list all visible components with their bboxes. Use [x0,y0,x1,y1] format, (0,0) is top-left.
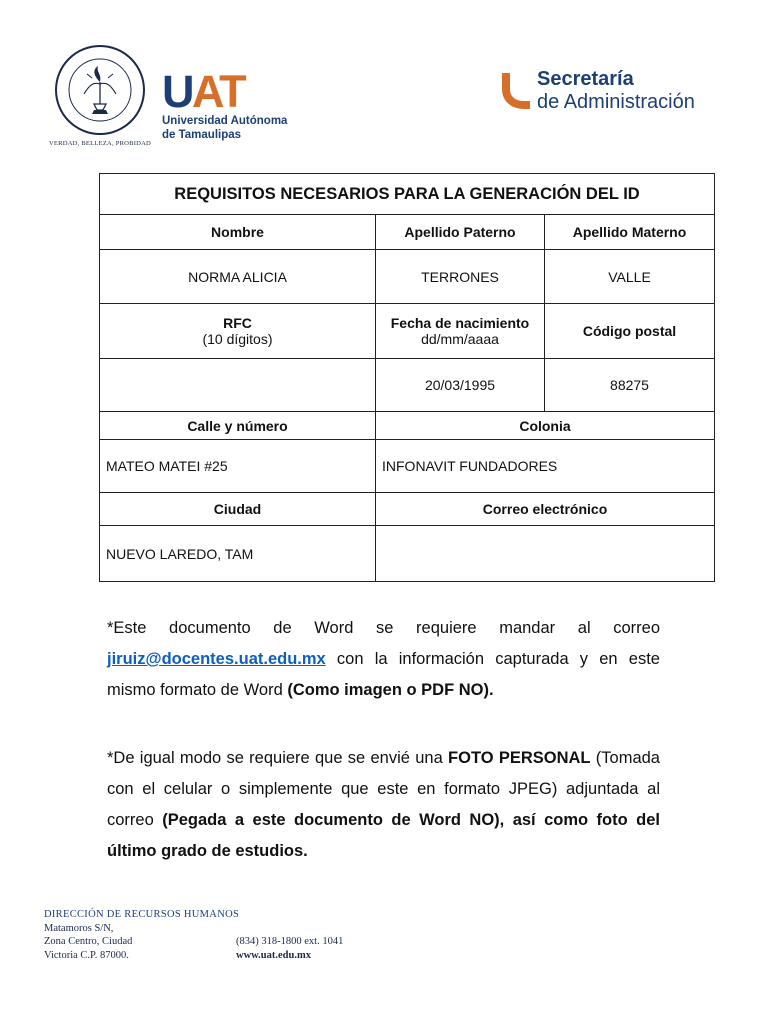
value-calle-numero[interactable]: MATEO MATEI #25 [100,440,376,493]
footer-department: DIRECCIÓN DE RECURSOS HUMANOS [44,909,240,920]
footer-address-line3: Victoria C.P. 87000. [44,949,129,961]
header-fecha-cell [376,304,545,359]
value-apellido-materno[interactable]: VALLE [545,250,715,304]
table-row [100,526,715,582]
p2-text-b: (Tomada con el celular o simplemente que este en formato JPEG) adjuntada al correo [107,749,660,829]
uat-name-line2: de Tamaulipas [162,129,242,141]
header-rfc-cell [100,304,376,359]
table-row [100,250,715,304]
seal-motto: VERDAD, BELLEZA, PROBIDAD [48,140,152,147]
footer-address-line1: Matamoros S/N, [44,922,114,934]
footer-phone: (834) 318-1800 ext. 1041 [236,936,344,947]
footer-contact [236,935,343,962]
header-correo-electronico: Correo electrónico [376,493,715,526]
p1-text-b: con la información capturada y en este mismo formato de Word [107,650,660,699]
header-calle-numero: Calle y número [100,412,376,440]
table-header-row [100,493,715,526]
header-codigo-postal: Código postal [545,304,715,359]
header-apellido-materno: Apellido Materno [545,215,715,250]
table-row [100,359,715,412]
header-apellido-paterno: Apellido Paterno [376,215,545,250]
header-colonia: Colonia [376,412,715,440]
uat-logo [162,68,312,142]
instruction-paragraph-2 [107,743,660,867]
secretaria-title: Secretaría [537,68,634,90]
table-header-row [100,215,715,250]
p2-text-a: *De igual modo se requiere que se envié una [107,749,449,767]
secretaria-mark-icon [500,71,532,111]
seal-icon [54,44,146,136]
header-rfc-note: (10 dígitos) [202,331,273,347]
p1-bold: (Como imagen o PDF NO). [287,681,494,699]
university-seal-logo [44,44,156,147]
p2-bold-1: FOTO PERSONAL [448,749,591,767]
value-colonia[interactable]: INFONAVIT FUNDADORES [376,440,715,493]
header-nombre: Nombre [100,215,376,250]
table-row [100,440,715,493]
header-fecha-nacimiento: Fecha de nacimiento [390,315,530,331]
uat-wordmark-u: U [162,66,193,117]
table-title: REQUISITOS NECESARIOS PARA LA GENERACIÓN DEL ID [100,174,715,215]
value-apellido-paterno[interactable]: TERRONES [376,250,545,304]
value-ciudad[interactable]: NUEVO LAREDO, TAM [100,526,376,582]
uat-name-line1: Universidad Autónoma [162,115,288,127]
value-rfc[interactable] [100,359,376,412]
uat-wordmark [162,66,312,117]
footer-website[interactable]: www.uat.edu.mx [236,949,311,961]
table-header-row [100,304,715,359]
uat-wordmark-at: AT [192,66,245,117]
value-nombre[interactable]: NORMA ALICIA [100,250,376,304]
value-fecha-nacimiento[interactable]: 20/03/1995 [376,359,545,412]
value-codigo-postal[interactable]: 88275 [545,359,715,412]
table-title-row [100,174,715,215]
header-ciudad: Ciudad [100,493,376,526]
footer-address-line2: Zona Centro, Ciudad [44,936,133,947]
p2-bold-2: (Pegada a este documento de Word NO), así como foto del último grado de estudios. [107,811,660,860]
p1-text-a: *Este documento de Word se requiere mandar al correo [107,619,660,637]
secretaria-subtitle: de Administración [537,91,695,113]
instruction-paragraph-1 [107,613,660,706]
value-correo-electronico[interactable] [376,526,715,582]
header-fecha-format: dd/mm/aaaa [421,331,499,347]
header-rfc: RFC [223,315,252,331]
footer-address [44,908,239,962]
secretaria-logo [500,68,740,116]
requirements-table [99,173,715,582]
table-header-row [100,412,715,440]
email-link[interactable]: jiruiz@docentes.uat.edu.mx [107,650,326,668]
